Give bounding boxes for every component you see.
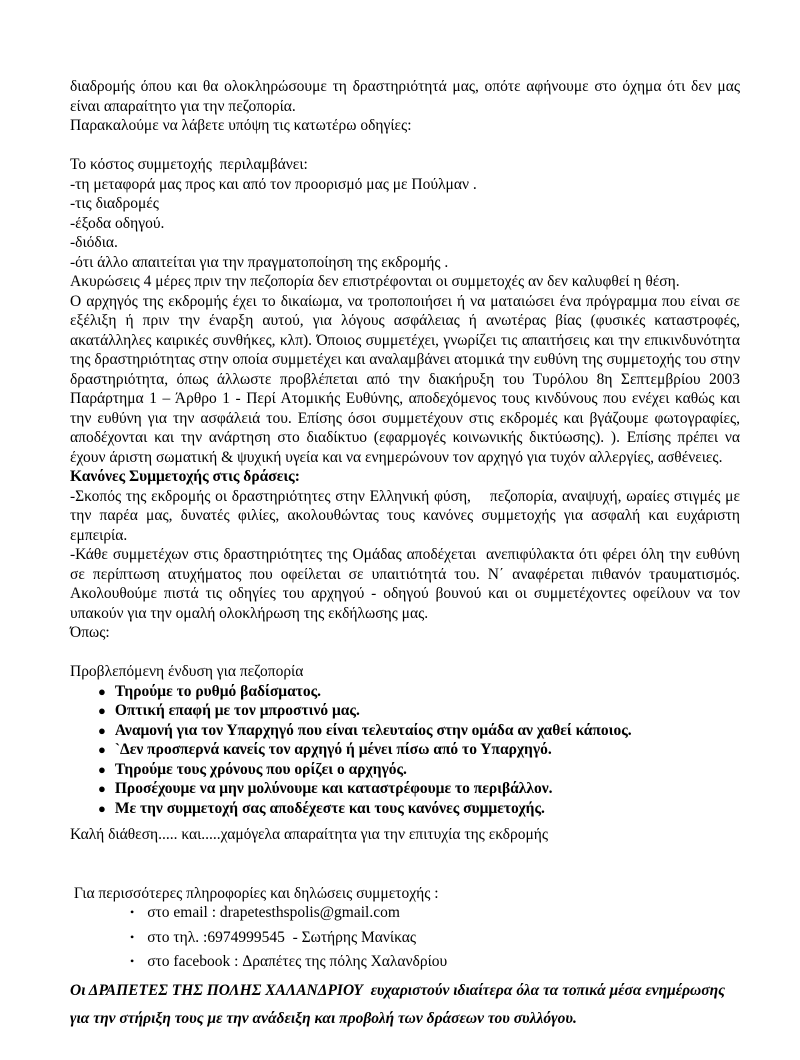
contact-heading: Για περισσότερες πληροφορίες και δηλώσεις συμμετοχής : (70, 884, 439, 902)
liability-paragraph: Ο αρχηγός της εκδρομής έχει το δικαίωμα, να τροποποιήσει ή να ματαιώσει ένα πρόγραμμα που είναι σε εξέλιξη ή πριν την έναρξη αυτού, για λόγους ασφάλειας ή ανωτέρας βίας (φυσικές καταστροφές, ακατάλληλες καιρικές συνθήκες, κλπ). Όποιος συμμετέχει, γνωρίζει τις απαιτήσεις και την επικινδυνότητα της δραστηριότητας στην οποία συμμετέχει και αναλαμβάνει ατομικά την ευθύνη της συμμετοχής του στην δραστηριότητα, όπως άλλωστε προβλέπεται από την διακήρυξη του Τυρόλου 8η Σεπτεμβρίου 2003 Παράρτημα 1 – Άρθρο 1 - Περί Ατομικής Ευθύνης, αποδεχόμενος τους κινδύνους που ενέχει καθώς και την ευθύνη για την ασφάλειά του. Επίσης όσοι συμμετέχουν στις εκδρομές και βγάζουμε φωτογραφίες, αποδέχονται και την ανάρτηση στο διαδίκτυο (εφαρμογές κοινωνικής δικτύωσης). ). Επίσης πρέπει να έχουν άριστη σωματική & ψυχική υγεία και να ενημερώνουν τον αρχηγό για τυχόν αλλεργίες, ασθένειες. (70, 292, 744, 466)
bullet-icon: • (130, 929, 135, 944)
bullet-icon: ● (98, 683, 106, 699)
bullet-icon: • (130, 905, 135, 919)
cost-item: -διόδια. (70, 234, 118, 251)
rule-bullet-item (98, 799, 740, 819)
intro-paragraph: διαδρομής όπου και θα ολοκληρώσουμε τη δραστηριότητά μας, οπότε αφήνουμε στο όχημα ότι δεν μας είναι απαραίτητο για την πεζοπορία. (70, 78, 744, 115)
cost-heading: Το κόστος συμμετοχής περιλαμβάνει: (70, 156, 308, 173)
cost-item: -ότι άλλο απαιτείται για την πραγματοποίηση της εκδρομής . (70, 253, 449, 271)
bullet-icon: ● (98, 781, 106, 796)
bullet-icon: • (130, 954, 135, 968)
opos-line: Όπως: (70, 624, 110, 641)
footer-acknowledgement: Οι ΔΡΑΠΕΤΕΣ ΤΗΣ ΠΟΛΗΣ ΧΑΛΑΝΔΡΙΟΥ ευχαριστούν ιδιαίτερα όλα τα τοπικά μέσα ενημέρωσης για την στήριξη τους με την ανάδειξη και προβολή των δράσεων του συλλόγου. (70, 981, 729, 1027)
cost-item: -τη μεταφορά μας προς και από τον προορισμό μας με Πούλμαν . (70, 175, 477, 193)
cost-item: -τις διαδρομές (70, 195, 159, 212)
rule-bullet-text: Τηρούμε το ρυθμό βαδίσματος. (114, 682, 322, 700)
rule-bullet-text: Αναμονή για τον Υπαρχηγό που είναι τελευταίος στην ομάδα αν χαθεί κάποιος. (114, 721, 632, 739)
rule-bullet-item (98, 682, 740, 702)
contact-facebook-text: στο facebook : Δραπέτες της πόλης Χαλανδρίου (147, 953, 448, 970)
rule-bullet-item (98, 740, 740, 760)
bullet-icon: ● (98, 761, 106, 777)
bullet-icon: ● (98, 742, 106, 757)
rule-bullet-item (98, 701, 740, 721)
contact-item-email (130, 903, 740, 923)
rule-bullet-item (98, 721, 740, 741)
rules-paragraph: -Κάθε συμμετέχων στις δραστηριότητες της Ομάδας αποδέχεται ανεπιφύλακτα ότι φέρει όλη την ευθύνη σε περίπτωση ατυχήματος που οφείλεται σε υπαιτιότητά του. Ν΄ αναφέρεται πιθανόν τραυματισμός. Ακολουθούμε πιστά τις οδηγίες του αρχηγού - οδηγού βουνού και οι συμμετέχοντες οφείλουν να τον υπακούν για την ομαλή ολοκλήρωση της εκδήλωσης μας. (70, 546, 748, 622)
contact-list (70, 903, 740, 972)
cost-item: -έξοδα οδηγού. (70, 214, 165, 232)
contact-phone-text: στο τηλ. :6974999545 - Σωτήρης Μανίκας (147, 928, 417, 946)
rule-bullet-text: Προσέχουμε να μην μολύνουμε και καταστρέφουμε το περιβάλλον. (114, 780, 553, 797)
closing-line: Καλή διάθεση..... και.....χαμόγελα απαραίτητα για την επιτυχία της εκδρομής (70, 826, 549, 843)
bullet-icon: ● (98, 722, 106, 738)
attire-intro-line: Προβλεπόμενη ένδυση για πεζοπορία (70, 663, 304, 680)
rules-heading: Κανόνες Συμμετοχής στις δράσεις: (70, 468, 300, 485)
blank-line (70, 136, 740, 156)
cancellation-note: Ακυρώσεις 4 μέρες πριν την πεζοπορία δεν επιστρέφονται οι συμμετοχές αν δεν καλυφθεί η θέση. (70, 273, 680, 290)
rule-bullet-item (98, 760, 740, 780)
rule-bullet-item (98, 779, 740, 799)
blank-line (70, 643, 740, 663)
contact-email-text: στο email : drapetesthspolis@gmail.com (147, 904, 400, 921)
rule-bullet-text: Με την συμμετοχή σας αποδέχεστε και τους κανόνες συμμετοχής. (114, 799, 545, 817)
rule-bullet-text: Οπτική επαφή με τον μπροστινό μας. (114, 702, 360, 719)
instructions-line: Παρακαλούμε να λάβετε υπόψη τις κατωτέρω οδηγίες: (70, 117, 412, 134)
rule-bullet-text: `Δεν προσπερνά κανείς τον αρχηγό ή μένει πίσω από το Υπαρχηγό. (114, 741, 552, 758)
bullet-icon: ● (98, 703, 106, 718)
rule-bullet-text: Τηρούμε τους χρόνους που ορίζει ο αρχηγός. (114, 760, 407, 778)
contact-item-facebook (130, 952, 740, 972)
contact-item-phone (130, 928, 740, 948)
bullet-icon: ● (98, 800, 106, 816)
rules-paragraph: -Σκοπός της εκδρομής οι δραστηριότητες στην Ελληνική φύση, πεζοπορία, αναψυχή, ωραίες στιγμές με την παρέα μας, δυνατές φιλίες, ακολουθώντας τους κανόνες συμμετοχής για ασφαλή και ευχάριστη εμπειρία. (70, 487, 744, 544)
blank-line (70, 845, 740, 884)
rules-bullet-list (70, 682, 740, 819)
